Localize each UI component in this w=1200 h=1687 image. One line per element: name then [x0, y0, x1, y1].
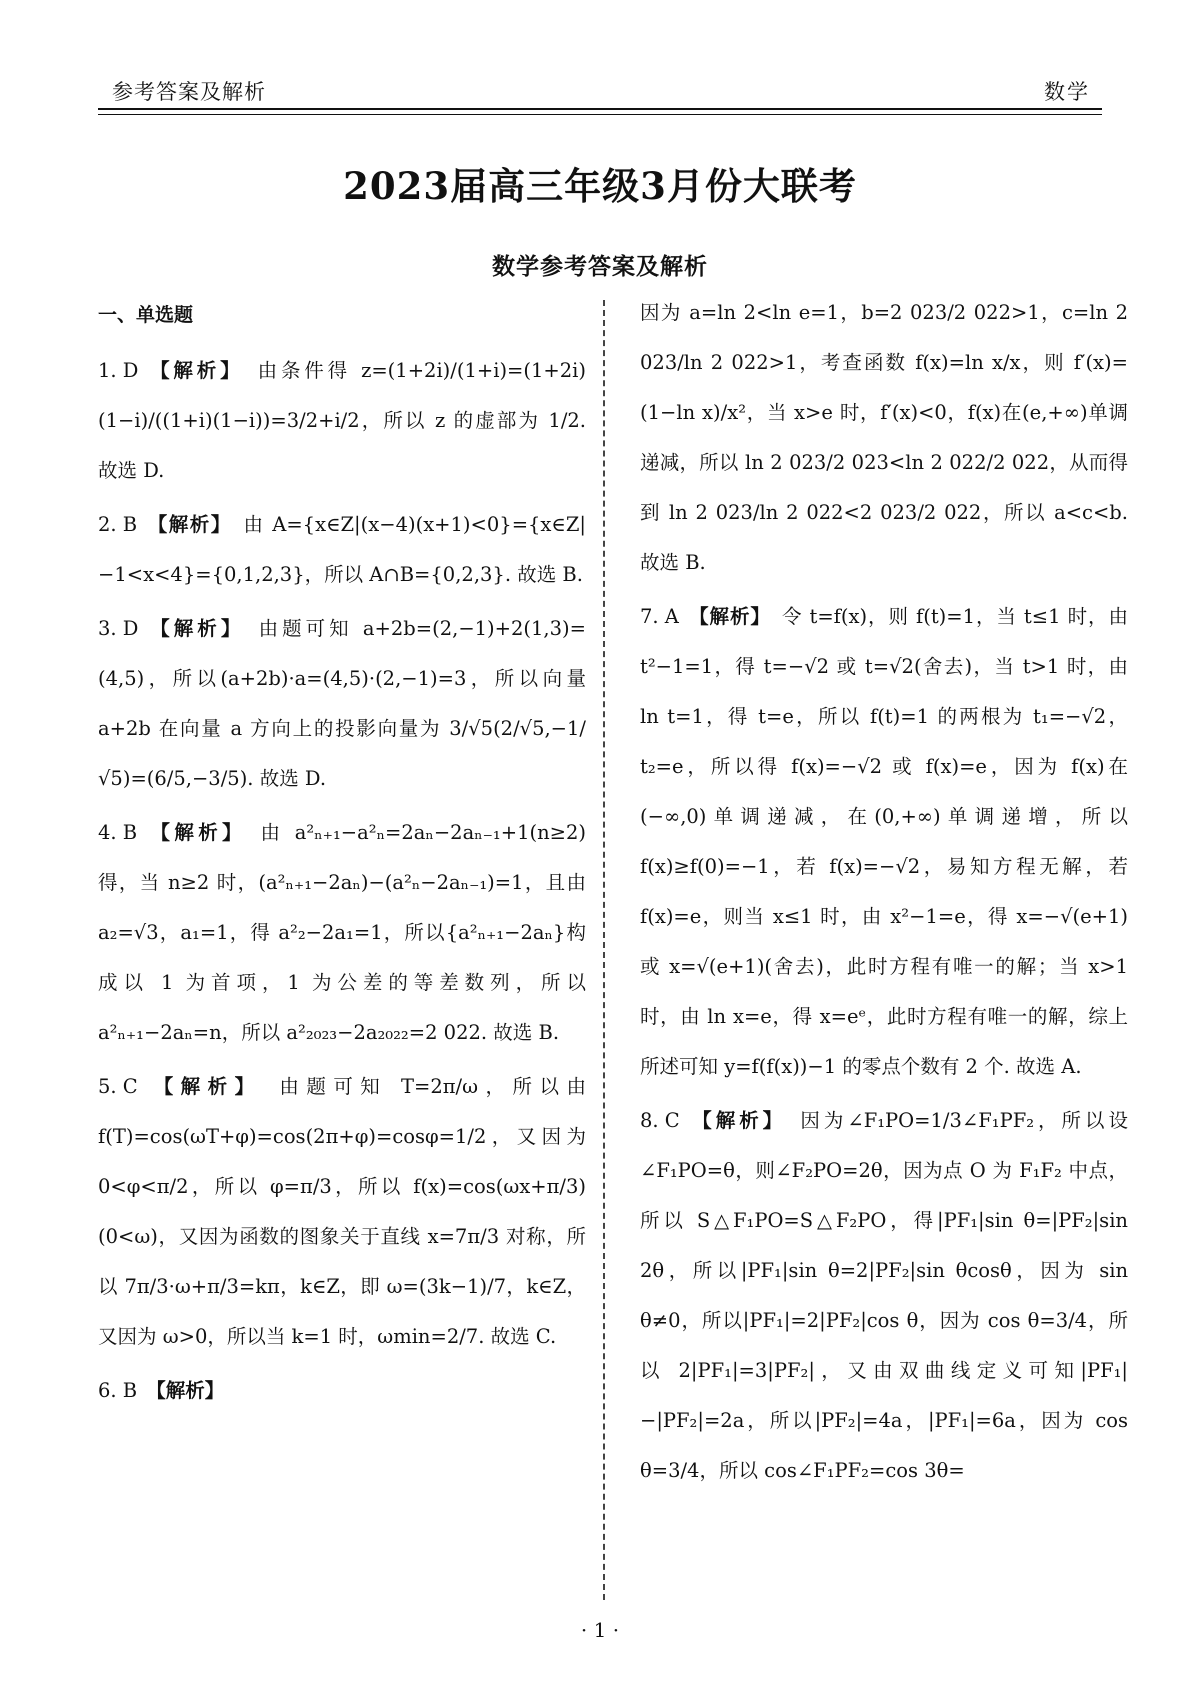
question-number: 5. C — [98, 1075, 138, 1098]
analysis-tag: 【解析】 — [146, 1379, 225, 1402]
question-text: 因为 a=ln 2<ln e=1，b=2 023/2 022>1，c=ln 2 023/ln 2 022>1，考查函数 f(x)=ln x/x，则 f′(x)=(1−ln x)/x²，当 x>e 时，f′(x)<0，f(x)在(e,+∞)单调递减，所以 ln 2 023/2 023<ln 2 022/2 022，从而得到 ln 2 023/ln 2 022<2 023/2 022，所以 a<c<b. 故选 B. — [640, 301, 1128, 574]
question-text: 由 a²ₙ₊₁−a²ₙ=2aₙ−2aₙ₋₁+1(n≥2)得，当 n≥2 时，(a²ₙ₊₁−2aₙ)−(a²ₙ−2aₙ₋₁)=1，且由 a₂=√3，a₁=1，得 a²₂−2a₁=1，所以{a²ₙ₊₁−2aₙ}构成以 1 为首项，1 为公差的等差数列，所以 a²ₙ₊₁−2aₙ=n，所以 a²₂₀₂₃−2a₂₀₂₂=2 022. 故选 B. — [98, 821, 586, 1044]
analysis-tag: 【解析】 — [147, 513, 232, 536]
analysis-tag: 【解析】 — [689, 605, 771, 628]
question-text: 由题可知 T=2π/ω，所以由 f(T)=cos(ωT+φ)=cos(2π+φ)=cosφ=1/2，又因为 0<φ<π/2，所以 φ=π/3，所以 f(x)=cos(ωx+π/3)(0<ω)，又因为函数的图象关于直线 x=7π/3 对称，所以 7π/3·ω+π/3=kπ，k∈Z，即 ω=(3k−1)/7，k∈Z，又因为 ω>0，所以当 k=1 时，ωmin=2/7. 故选 C. — [98, 1075, 586, 1348]
section-heading: 一、单选题 — [98, 304, 194, 326]
header-rule — [98, 108, 1102, 110]
question-6 — [640, 288, 1128, 588]
header-subject: 数学 — [1044, 80, 1090, 104]
question-number: 4. B — [98, 821, 138, 844]
analysis-tag: 【解析】 — [150, 359, 244, 382]
question-text: 因为∠F₁PO=1/3∠F₁PF₂，所以设∠F₁PO=θ，则∠F₂PO=2θ，因为点 O 为 F₁F₂ 中点，所以 S△F₁PO=S△F₂PO，得|PF₁|sin θ=|PF₂|sin 2θ，所以|PF₁|sin θ=2|PF₂|sin θcosθ，因为 sin θ≠0，所以|PF₁|=2|PF₂|cos θ，因为 cos θ=3/4，所以 2|PF₁|=3|PF₂|，又由双曲线定义可知|PF₁|−|PF₂|=2a，所以|PF₂|=4a，|PF₁|=6a，因为 cos θ=3/4，所以 cos∠F₁PF₂=cos 3θ= — [640, 1109, 1129, 1482]
column-divider — [603, 300, 605, 1600]
question-6-start — [98, 1366, 586, 1416]
question-4 — [98, 808, 586, 1058]
question-3 — [98, 604, 586, 804]
question-text: 由条件得 z=(1+2i)/(1+i)=(1+2i)(1−i)/((1+i)(1−i))=3/2+i/2，所以 z 的虚部为 1/2. 故选 D. — [98, 359, 586, 482]
question-number: 7. A — [640, 605, 679, 628]
analysis-tag: 【解析】 — [150, 617, 245, 640]
question-2 — [98, 500, 586, 600]
question-5 — [98, 1062, 586, 1362]
question-number: 2. B — [98, 513, 138, 536]
question-1 — [98, 346, 586, 496]
question-number: 3. D — [98, 617, 139, 640]
question-text: 由 A={x∈Z|(x−4)(x+1)<0}={x∈Z|−1<x<4}={0,1,2,3}，所以 A∩B={0,2,3}. 故选 B. — [98, 513, 586, 586]
question-7 — [640, 592, 1128, 1092]
page-header — [98, 68, 1102, 108]
question-text: 令 t=f(x)，则 f(t)=1，当 t≤1 时，由 t²−1=1，得 t=−√2 或 t=√2(舍去)，当 t>1 时，由 ln t=1，得 t=e，所以 f(t)=1 的两根为 t₁=−√2，t₂=e，所以得 f(x)=−√2 或 f(x)=e，因为 f(x)在(−∞,0)单调递减，在(0,+∞)单调递增，所以 f(x)≥f(0)=−1，若 f(x)=−√2，易知方程无解，若 f(x)=e，则当 x≤1 时，由 x²−1=e，得 x=−√(e+1) 或 x=√(e+1)(舍去)，此时方程有唯一的解；当 x>1 时，由 ln x=e，得 x=eᵉ，此时方程有唯一的解，综上所述可知 y=f(f(x))−1 的零点个数有 2 个. 故选 A. — [640, 605, 1128, 1078]
right-column — [640, 288, 1128, 1500]
exam-title: 2023届高三年级3月份大联考 — [343, 164, 857, 208]
question-text: 由题可知 a+2b=(2,−1)+2(1,3)=(4,5)，所以(a+2b)·a=(4,5)·(2,−1)=3，所以向量 a+2b 在向量 a 方向上的投影向量为 3/√5(2/√5,−1/√5)=(6/5,−3/5). 故选 D. — [98, 617, 586, 790]
header-left-title: 参考答案及解析 — [112, 80, 266, 104]
page-number: · 1 · — [580, 1618, 620, 1642]
question-number: 8. C — [640, 1109, 680, 1132]
question-number: 1. D — [98, 359, 139, 382]
answer-subtitle: 数学参考答案及解析 — [492, 253, 708, 280]
analysis-tag: 【解析】 — [150, 821, 246, 844]
left-column — [98, 290, 586, 1420]
question-number: 6. B — [98, 1379, 138, 1402]
analysis-tag: 【解析】 — [153, 1075, 262, 1098]
question-8 — [640, 1096, 1128, 1496]
header-rule-thin — [98, 114, 1102, 115]
analysis-tag: 【解析】 — [692, 1109, 787, 1132]
